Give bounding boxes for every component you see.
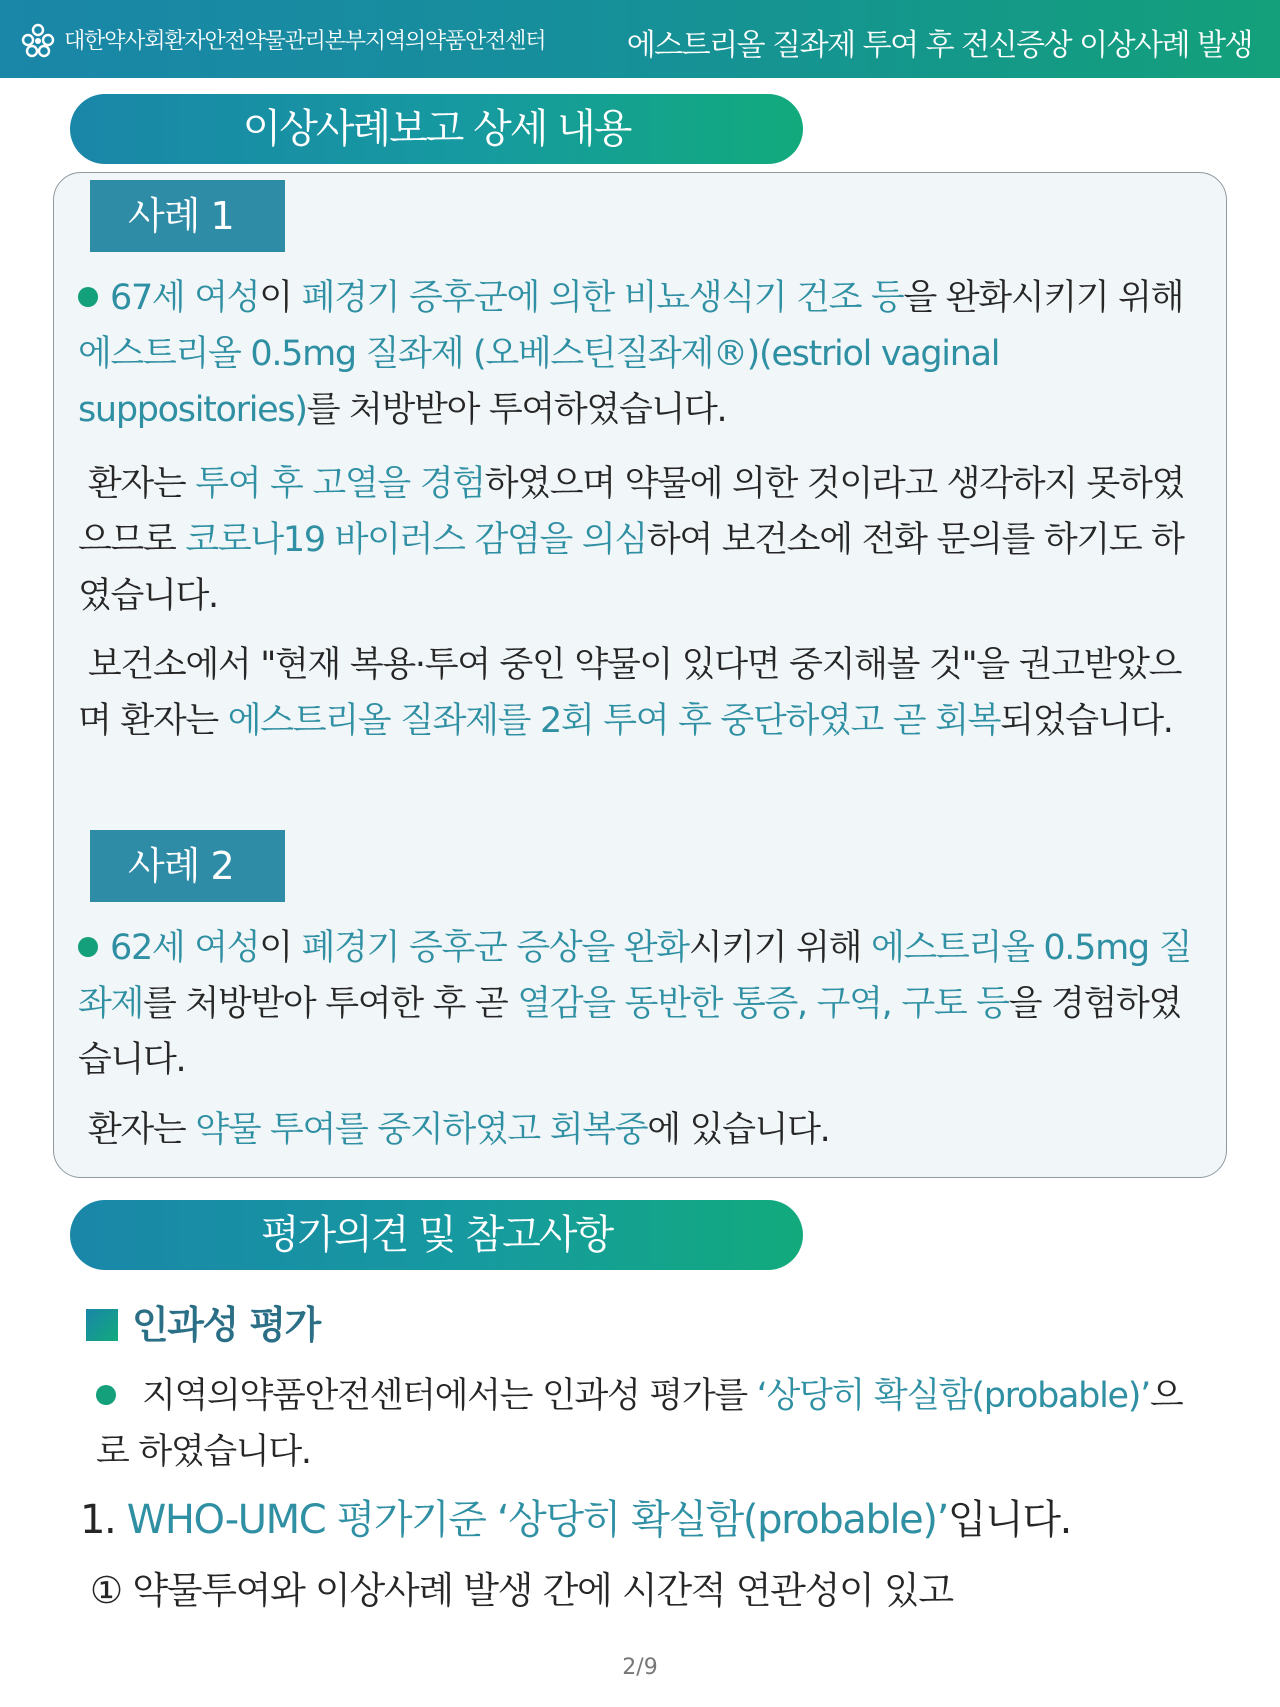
bullet-dot [78, 287, 98, 307]
case-1-tag: 사례 1 [90, 180, 285, 252]
criteria-subitem-1: ① 약물투여와 이상사례 발생 간에 시간적 연관성이 있고 [90, 1569, 953, 1612]
header-bar [0, 0, 1280, 78]
case-1-paragraph-3: 보건소에서 "현재 복용·투여 중인 약물이 있다면 중지해볼 것"을 권고받았으며 환자는 에스트리올 질좌제를 2회 투여 후 중단하였고 곧 회복되었습니다. [78, 645, 1182, 741]
document-title: 에스트리올 질좌제 투여 후 전신증상 이상사례 발생 [626, 28, 1252, 63]
case-1-paragraph-1: 67세 여성이 폐경기 증후군에 의한 비뇨생식기 건조 등을 완화시키기 위해 에스트리올 0.5mg 질좌제 (오베스틴질좌제®)(estriol vaginal suppositories)를 처방받아 투여하였습니다. [78, 278, 1184, 430]
case-2-paragraph-2: 환자는 약물 투여를 중지하였고 회복중에 있습니다. [87, 1110, 830, 1150]
bullet-dot [96, 1385, 116, 1405]
bullet-dot [78, 937, 98, 957]
causality-heading: 인과성 평가 [86, 1300, 320, 1350]
square-bullet-icon [86, 1309, 118, 1341]
causality-bullet: 지역의약품안전센터에서는 인과성 평가를 ‘상당히 확실함(probable)’으로 하였습니다. [96, 1376, 1183, 1472]
kpa-logo-icon [20, 22, 56, 58]
section-title-case-details: 이상사례보고 상세 내용 [70, 94, 803, 164]
case-1-paragraph-2: 환자는 투여 후 고열을 경험하였으며 약물에 의한 것이라고 생각하지 못하였으므로 코로나19 바이러스 감염을 의심하여 보건소에 전화 문의를 하기도 하였습니다. [78, 464, 1185, 616]
case-2-tag: 사례 2 [90, 830, 285, 902]
organization-name: 대한약사회환자안전약물관리본부지역의약품안전센터 [64, 29, 546, 54]
page-number: 2/9 [622, 1655, 658, 1680]
criteria-item-1: 1. WHO-UMC 평가기준 ‘상당히 확실함(probable)’입니다. [80, 1497, 1071, 1543]
section-title-evaluation: 평가의견 및 참고사항 [70, 1200, 803, 1270]
case-2-paragraph-1: 62세 여성이 폐경기 증후군 증상을 완화시키기 위해 에스트리올 0.5mg 질좌제를 처방받아 투여한 후 곧 열감을 동반한 통증, 구역, 구토 등을 경험하였습니다. [78, 928, 1192, 1080]
